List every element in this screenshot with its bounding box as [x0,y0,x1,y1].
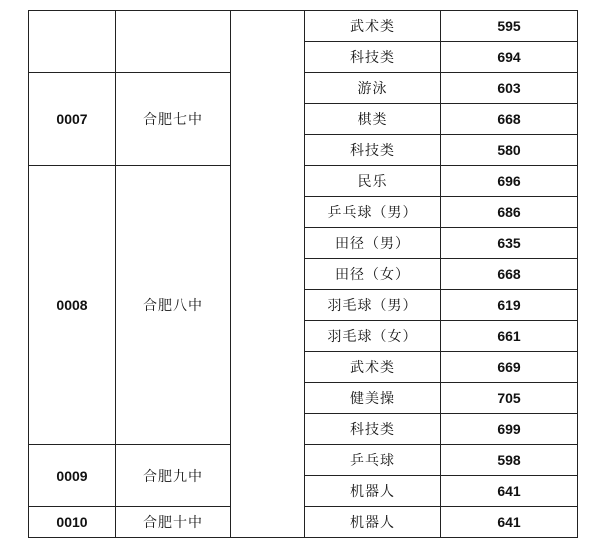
specialty-item-cell: 民乐 [305,166,441,197]
school-code-cell: 0007 [29,73,116,166]
specialty-item-cell: 乒乓球（男） [305,197,441,228]
school-name-cell: 合肥九中 [116,445,231,507]
school-name-cell: 合肥七中 [116,73,231,166]
score-cell: 696 [441,166,578,197]
score-cell: 699 [441,414,578,445]
score-cell: 668 [441,259,578,290]
blank-column-cell [231,11,305,538]
score-cell: 668 [441,104,578,135]
school-name-cell [116,11,231,73]
specialty-item-cell: 田径（男） [305,228,441,259]
score-cell: 595 [441,11,578,42]
specialty-item-cell: 科技类 [305,414,441,445]
score-cell: 619 [441,290,578,321]
specialty-item-cell: 棋类 [305,104,441,135]
specialty-item-cell: 科技类 [305,135,441,166]
specialty-item-cell: 乒乓球 [305,445,441,476]
score-cell: 641 [441,507,578,538]
score-cell: 661 [441,321,578,352]
school-code-cell: 0009 [29,445,116,507]
score-cell: 580 [441,135,578,166]
score-cell: 603 [441,73,578,104]
admission-score-table [28,10,578,538]
score-cell: 686 [441,197,578,228]
school-code-cell [29,11,116,73]
specialty-item-cell: 机器人 [305,507,441,538]
specialty-item-cell: 机器人 [305,476,441,507]
specialty-item-cell: 健美操 [305,383,441,414]
table-body [29,11,578,538]
specialty-item-cell: 田径（女） [305,259,441,290]
school-code-cell: 0010 [29,507,116,538]
school-name-cell: 合肥八中 [116,166,231,445]
specialty-item-cell: 羽毛球（男） [305,290,441,321]
specialty-item-cell: 游泳 [305,73,441,104]
specialty-item-cell: 武术类 [305,352,441,383]
score-cell: 635 [441,228,578,259]
specialty-item-cell: 羽毛球（女） [305,321,441,352]
score-cell: 694 [441,42,578,73]
school-code-cell: 0008 [29,166,116,445]
score-cell: 669 [441,352,578,383]
specialty-item-cell: 科技类 [305,42,441,73]
table-row [29,11,578,42]
score-cell: 705 [441,383,578,414]
specialty-item-cell: 武术类 [305,11,441,42]
score-cell: 641 [441,476,578,507]
score-cell: 598 [441,445,578,476]
school-name-cell: 合肥十中 [116,507,231,538]
